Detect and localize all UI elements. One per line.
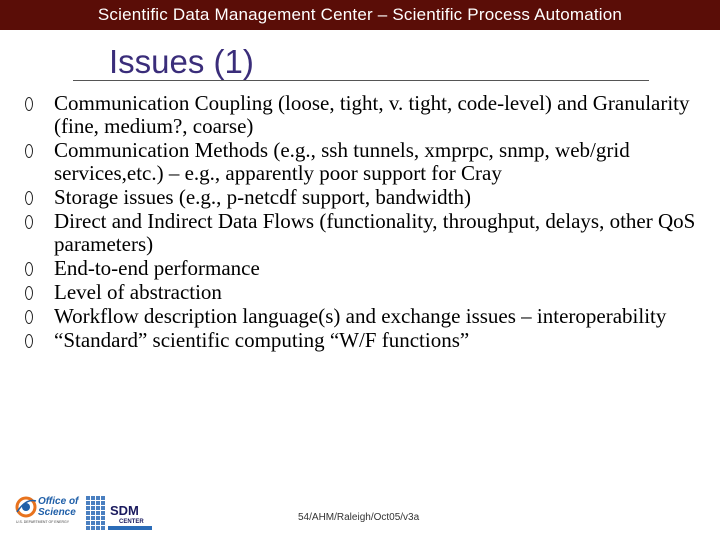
logo-sdm-text: SDM [110,503,139,518]
bullet-item [0,305,720,328]
bullet-icon [25,215,33,229]
sdm-grid-icon [86,496,105,530]
sdm-center-logo [86,494,152,532]
bullet-text: Storage issues (e.g., p-netcdf support, bandwidth) [54,185,471,209]
slide-title: Issues (1) [109,43,254,80]
bullet-item [0,329,720,352]
bullet-icon [25,310,33,324]
bullet-icon [25,144,33,158]
bullet-text: Communication Methods (e.g., ssh tunnels, xmprpc, snmp, web/grid services,etc.) – e.g., apparently poor support for Cray [54,138,630,185]
logo-office-line1: Office of [38,496,79,507]
bullet-text: Level of abstraction [54,280,222,304]
bullet-icon [25,262,33,276]
bullet-item [0,210,720,256]
office-of-science-logo [14,492,82,526]
logo-sdm-sub: CENTER [119,519,144,525]
bullet-item [0,281,720,304]
bullet-icon [25,334,33,348]
title-divider [73,80,649,81]
slide-reference: 54/AHM/Raleigh/Oct05/v3a [298,512,420,523]
bullet-item [0,92,720,138]
bullet-list [0,92,720,353]
bullet-item [0,186,720,209]
bullet-icon [25,286,33,300]
header-title: Scientific Data Management Center – Scientific Process Automation [97,5,623,24]
bullet-text: “Standard” scientific computing “W/F functions” [54,328,470,352]
bullet-icon [25,191,33,205]
logo-office-sub: U.S. DEPARTMENT OF ENERGY [16,520,70,524]
logo-office-line2: Science [38,507,76,518]
bullet-text: Communication Coupling (loose, tight, v. tight, code-level) and Granularity (fine, medium?, coarse) [54,91,690,138]
logo-sdm-bar [108,526,152,530]
bullet-icon [25,97,33,111]
bullet-item [0,139,720,185]
header-bar [0,0,720,30]
bullet-item [0,257,720,280]
bullet-text: Workflow description language(s) and exchange issues – interoperability [54,304,667,328]
bullet-text: End-to-end performance [54,256,260,280]
bullet-text: Direct and Indirect Data Flows (functionality, throughput, delays, other QoS parameters) [54,209,696,256]
